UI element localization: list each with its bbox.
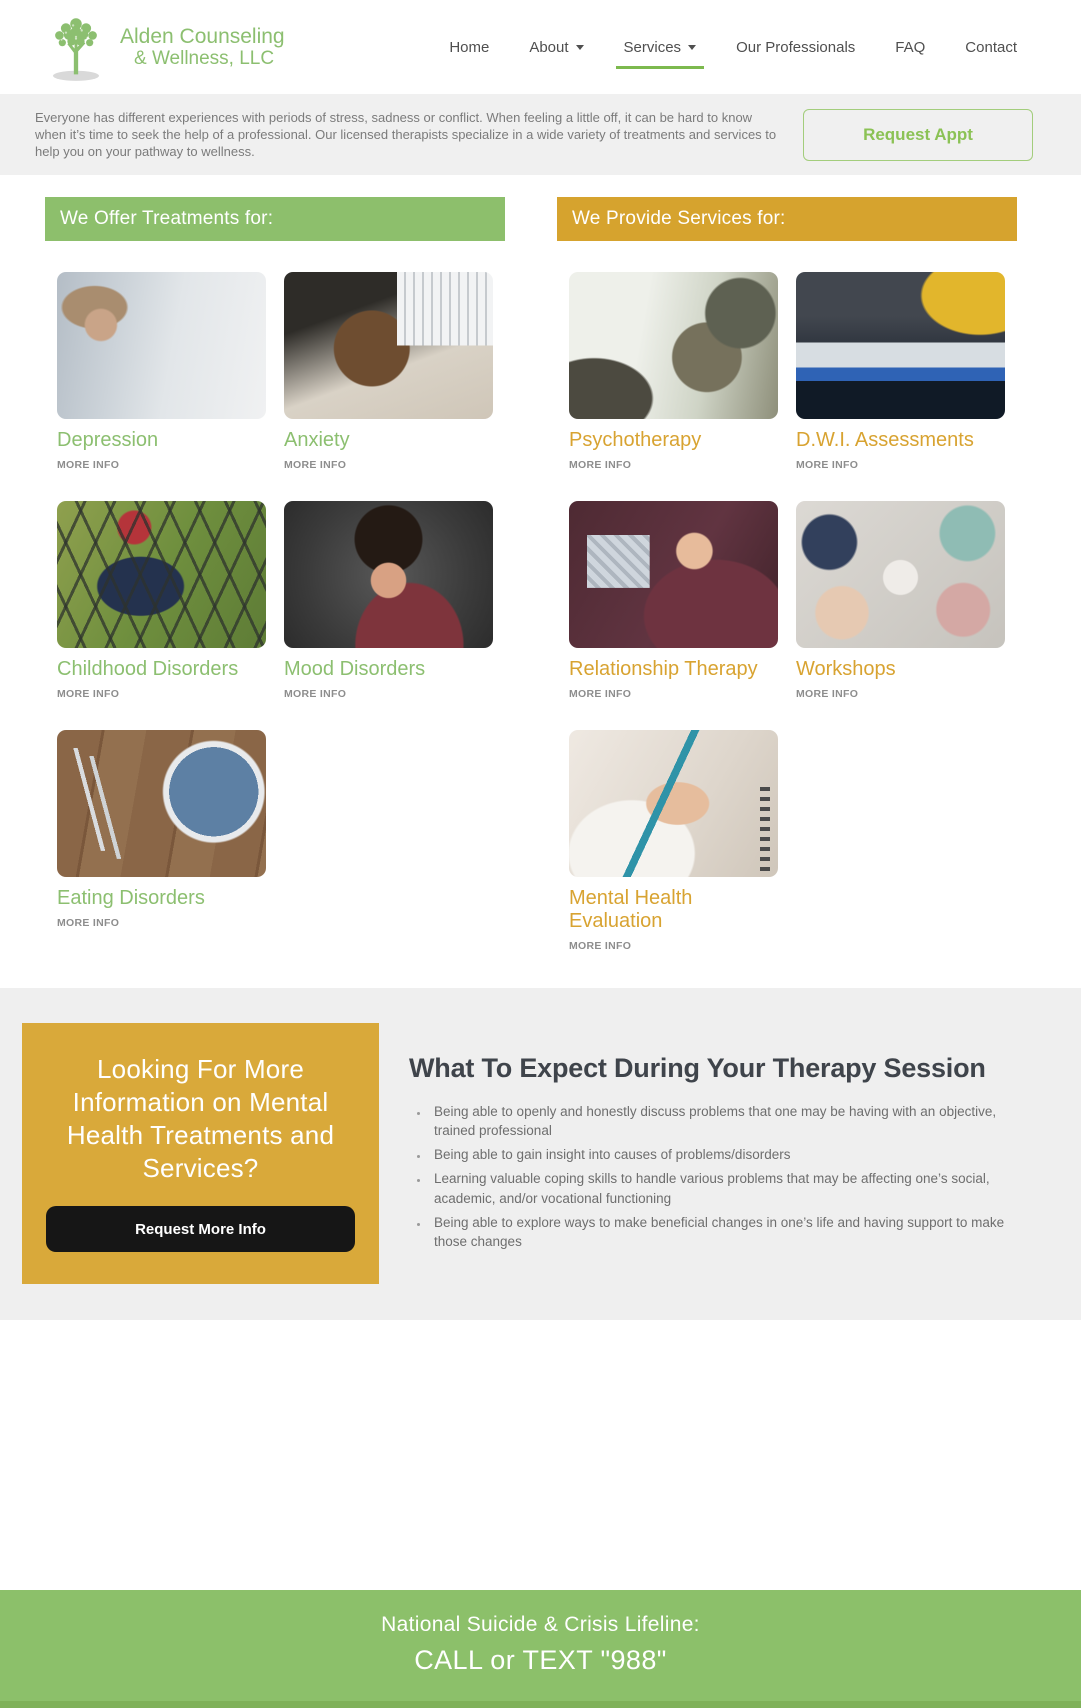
card-title[interactable]: Childhood Disorders (57, 658, 239, 680)
logo-tree-icon (40, 9, 112, 85)
intro-banner (0, 94, 1081, 175)
more-info-link[interactable]: MORE INFO (796, 688, 859, 700)
logo-line2: & Wellness, LLC (134, 48, 275, 70)
what-to-expect (409, 1023, 1019, 1256)
nav-faq[interactable]: FAQ (895, 38, 926, 56)
card-title[interactable]: Depression (57, 429, 159, 451)
treatments-header: We Offer Treatments for: (45, 197, 505, 241)
card-dwi-assessments[interactable] (796, 272, 1005, 471)
cta-heading: Looking For More Information on Mental Health Treatments and Services? (66, 1054, 335, 1184)
more-info-link[interactable]: MORE INFO (284, 459, 347, 471)
expect-bullet: • Being able to explore ways to make beneficial changes in one’s life and having support to make those changes (429, 1213, 1019, 1251)
more-info-link[interactable]: MORE INFO (569, 688, 632, 700)
expect-bullet-list (429, 1102, 1019, 1251)
card-anxiety[interactable] (284, 272, 493, 471)
info-section (0, 988, 1081, 1320)
request-appt-button[interactable]: Request Appt (803, 109, 1033, 161)
cta-box (22, 1023, 379, 1284)
nav-our-professionals[interactable]: Our Professionals (736, 38, 856, 56)
card-psychotherapy[interactable] (569, 272, 778, 471)
lifeline-label: National Suicide & Crisis Lifeline: (381, 1613, 700, 1636)
request-more-info-button[interactable]: Request More Info (46, 1206, 355, 1252)
more-info-link[interactable]: MORE INFO (57, 688, 120, 700)
more-info-link[interactable]: MORE INFO (569, 459, 632, 471)
nav-contact[interactable]: Contact (965, 38, 1017, 56)
treatments-cards (45, 272, 505, 929)
nav-services[interactable]: Services (624, 39, 697, 56)
logo-line1: Alden Counseling (120, 24, 285, 48)
mental-health-evaluation-photo[interactable] (569, 730, 778, 877)
workshops-photo[interactable] (796, 501, 1005, 648)
nav-home[interactable]: Home (449, 38, 490, 56)
card-title[interactable]: Mental Health Evaluation (569, 887, 693, 932)
mood-disorders-photo[interactable] (284, 501, 493, 648)
relationship-therapy-photo[interactable] (569, 501, 778, 648)
card-depression[interactable] (57, 272, 266, 471)
main-content (0, 175, 1081, 988)
card-title[interactable]: Workshops (796, 658, 896, 680)
services-header: We Provide Services for: (557, 197, 1017, 241)
card-title[interactable]: Relationship Therapy (569, 658, 758, 680)
expect-bullet: • Being able to openly and honestly discuss problems that one may be having with an objective, trained professional (429, 1102, 1019, 1140)
card-eating-disorders[interactable] (57, 730, 266, 929)
eating-disorders-photo[interactable] (57, 730, 266, 877)
services-cards (557, 272, 1017, 952)
more-info-link[interactable]: MORE INFO (796, 459, 859, 471)
spacer (0, 1320, 1081, 1590)
services-column (557, 197, 1017, 988)
card-title[interactable]: Anxiety (284, 429, 350, 451)
main-nav (449, 39, 1017, 56)
intro-text: Everyone has different experiences with periods of stress, sadness or conflict. When feeling a little off, it can be hard to know when it’s time to seek the help of a professional. Our licensed therapists specialize in a wide variety of treatments and services to help you on your pathway to wellness. (35, 109, 777, 160)
card-mood-disorders[interactable] (284, 501, 493, 700)
footer-divider (0, 1701, 1081, 1708)
lifeline-number: CALL or TEXT "988" (414, 1645, 667, 1675)
nav-about[interactable]: About (529, 39, 583, 56)
card-workshops[interactable] (796, 501, 1005, 700)
expect-bullet: • Being able to gain insight into causes of problems/disorders (429, 1145, 1019, 1164)
logo-text (120, 25, 285, 70)
what-to-expect-heading: What To Expect During Your Therapy Session (409, 1053, 986, 1083)
card-title[interactable]: Eating Disorders (57, 887, 205, 909)
card-relationship-therapy[interactable] (569, 501, 778, 700)
card-mental-health-evaluation[interactable] (569, 730, 778, 952)
anxiety-photo[interactable] (284, 272, 493, 419)
psychotherapy-photo[interactable] (569, 272, 778, 419)
chevron-down-icon (576, 45, 584, 50)
more-info-link[interactable]: MORE INFO (284, 688, 347, 700)
treatments-column (45, 197, 505, 988)
crisis-lifeline-footer (0, 1590, 1081, 1708)
depression-photo[interactable] (57, 272, 266, 419)
chevron-down-icon (688, 45, 696, 50)
card-childhood-disorders[interactable] (57, 501, 266, 700)
card-title[interactable]: Mood Disorders (284, 658, 426, 680)
more-info-link[interactable]: MORE INFO (57, 459, 120, 471)
card-title[interactable]: Psychotherapy (569, 429, 702, 451)
site-logo[interactable] (40, 9, 285, 85)
more-info-link[interactable]: MORE INFO (569, 940, 632, 952)
childhood-disorders-photo[interactable] (57, 501, 266, 648)
expect-bullet: • Learning valuable coping skills to handle various problems that may be affecting one’s social, academic, and/or vocational functioning (429, 1169, 1019, 1207)
site-header (0, 0, 1081, 94)
card-title[interactable]: D.W.I. Assessments (796, 429, 974, 451)
dwi-assessments-photo[interactable] (796, 272, 1005, 419)
more-info-link[interactable]: MORE INFO (57, 917, 120, 929)
